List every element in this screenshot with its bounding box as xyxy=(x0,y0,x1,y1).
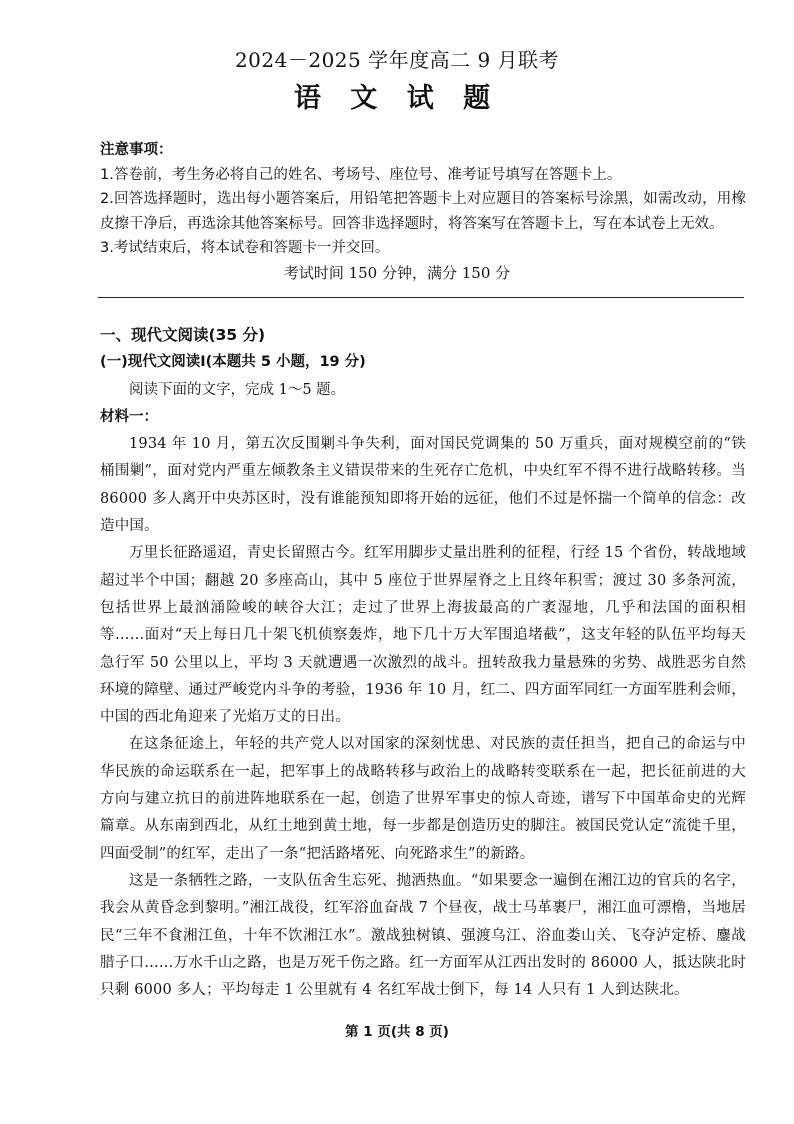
notice-item-2: 2.回答选择题时，选出每小题答案后，用铅笔把答题卡上对应题目的答案标号涂黑，如需改动，用橡皮擦干净后，再选涂其他答案标号。回答非选择题时，将答案写在答题卡上，写在本试卷上无效。 xyxy=(100,191,746,232)
exam-title: 2024－2025 学年度高二 9 月联考 xyxy=(234,48,560,72)
divider-line xyxy=(98,297,744,298)
notice-heading: 注意事项： xyxy=(100,142,173,158)
passage-paragraph-4: 这是一条牺牲之路，一支队伍舍生忘死、抛洒热血。“如果要念一遍倒在湘江边的官兵的名字，我会从黄昏念到黎明。”湘江战役，红军浴血奋战 7 个昼夜，战士马革裹尸，湘江血可漂橹，当地居民“三年不食湘江鱼，十年不饮湘江水”。激战独树镇、强渡乌江、浴血娄山关、飞夺泸定桥、鏖战腊子口……万水千山之路，也是万死千伤之路。红一方面军从江西出发时的 86000 人，抵达陕北时只剩 6000 多人；平均每走 1 公里就有 4 名红军战士倒下，每 14 人只有 1 人到达陕北。 xyxy=(100,872,746,999)
page-number: 第 1 页(共 8 页) xyxy=(345,1024,449,1040)
notice-block xyxy=(100,138,746,261)
section-subtitle: (一)现代文阅读Ⅰ(本题共 5 小题，19 分) xyxy=(100,354,366,371)
reading-section xyxy=(100,322,746,1004)
section-instruction: 阅读下面的文字，完成 1～5 题。 xyxy=(129,381,346,398)
passage-paragraph-2: 万里长征路遥迢，青史长留照古今。红军用脚步丈量出胜利的征程，行经 15 个省份，转战地域超过半个中国；翻越 20 多座高山，其中 5 座位于世界屋脊之上且终年积雪；渡过 30 多条河流，包括世界上最汹涌险峻的峡谷大江；走过了世界上海拔最高的广袤湿地，几乎和法国的面积相等……面对“天上每日几十架飞机侦察轰炸，地下几十万大军围追堵截”，这支年轻的队伍平均每天急行军 50 公里以上，平均 3 天就遭遇一次激烈的战斗。扭转敌我力量悬殊的劣势、战胜恶劣自然环境的障壁、通过严峻党内斗争的考验，1936 年 10 月，红二、四方面军同红一方面军胜利会师，中国的西北角迎来了光焰万丈的日出。 xyxy=(100,545,746,726)
material-label: 材料一： xyxy=(100,408,158,425)
section-title: 一、现代文阅读(35 分) xyxy=(100,326,266,344)
notice-item-1: 1.答卷前，考生务必将自己的姓名、考场号、座位号、准考证号填写在答题卡上。 xyxy=(100,166,622,183)
passage-paragraph-1: 1934 年 10 月，第五次反围剿斗争失利，面对国民党调集的 50 万重兵，面对规模空前的“铁桶围剿”，面对党内严重左倾教条主义错误带来的生死存亡危机，中央红军不得不进行战略转移。当 86000 多人离开中央苏区时，没有谁能预知即将开始的远征，他们不过是怀揣一个简单的信念：改造中国。 xyxy=(100,436,746,535)
notice-item-3: 3.考试结束后，将本试卷和答题卡一并交回。 xyxy=(100,240,390,256)
exam-time-line: 考试时间 150 分钟，满分 150 分 xyxy=(283,264,511,282)
passage-paragraph-3: 在这条征途上，年轻的共产党人以对国家的深刻忧患、对民族的责任担当，把自己的命运与中华民族的命运联系在一起，把军事上的战略转移与政治上的战略转变联系在一起，把长征前进的大方向与建立抗日的前进阵地联系在一起，创造了世界军事史的惊人奇迹，谱写下中国革命史的光辉篇章。从东南到西北，从红土地到黄土地，每一步都是创造历史的脚注。被国民党认定“流徙千里，四面受制”的红军，走出了一条“把活路堵死、向死路求生”的新路。 xyxy=(100,736,746,862)
subject-title: 语 文 试 题 xyxy=(293,83,501,114)
